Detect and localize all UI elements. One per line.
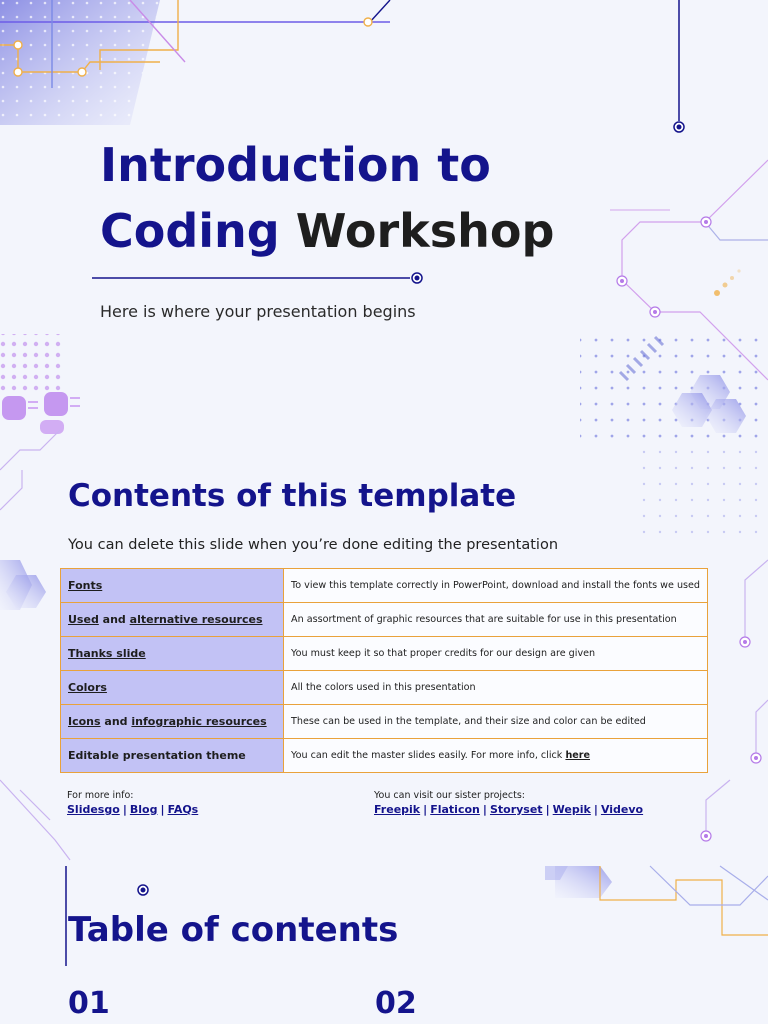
faqs-link[interactable]: FAQs [167, 803, 199, 816]
presentation-subtitle: Here is where your presentation begins [100, 302, 416, 321]
table-row [61, 671, 708, 705]
more-info-block [67, 790, 198, 816]
used-link[interactable]: Used [68, 613, 99, 626]
here-link[interactable]: here [565, 750, 591, 761]
thanks-slide-link[interactable]: Thanks slide [68, 647, 146, 660]
bottom-right-hexagons [545, 866, 612, 898]
table-row [61, 739, 708, 773]
title-line-1: Introduction to [100, 138, 491, 192]
separator: | [482, 803, 487, 816]
videvo-link[interactable]: Videvo [600, 803, 644, 816]
sister-projects-block [374, 790, 643, 816]
flaticon-link[interactable]: Flaticon [430, 803, 480, 816]
title-divider-line [92, 273, 422, 283]
contents-heading: Contents of this template [68, 478, 517, 514]
row-key-cell [61, 637, 284, 671]
row-value-cell: You must keep it so that proper credits for our design are given [284, 637, 708, 671]
toc-item-number-01: 01 [68, 986, 110, 1021]
row-key-cell: Editable presentation theme [61, 739, 284, 773]
right-dot-grid-faint [640, 440, 768, 540]
row-value-cell: An assortment of graphic resources that are suitable for use in this presentation [284, 603, 708, 637]
toc-item-number-02: 02 [375, 986, 417, 1021]
sister-projects-label: You can visit our sister projects: [374, 790, 525, 801]
colors-link[interactable]: Colors [68, 681, 107, 694]
row-key-cell [61, 569, 284, 603]
icons-link[interactable]: Icons [68, 715, 101, 728]
wepik-link[interactable]: Wepik [552, 803, 591, 816]
right-lower-circuit [701, 560, 768, 841]
top-right-connector [674, 0, 684, 132]
freepik-link[interactable]: Freepik [374, 803, 421, 816]
row-value-text: You can edit the master slides easily. For more info, click [291, 750, 563, 761]
table-row [61, 603, 708, 637]
row-value-cell [284, 739, 708, 773]
row-key-cell [61, 603, 284, 637]
separator: | [160, 803, 165, 816]
row-value-cell: To view this template correctly in PowerPoint, download and install the fonts we used [284, 569, 708, 603]
and-text: and [104, 715, 128, 728]
contents-table [60, 568, 708, 773]
left-hexagon-cluster [0, 560, 46, 610]
row-value-cell: All the colors used in this presentation [284, 671, 708, 705]
infographic-resources-link[interactable]: infographic resources [131, 715, 267, 728]
title-word-coding: Coding [100, 204, 280, 258]
left-purple-dot-grid [0, 334, 62, 392]
alternative-resources-link[interactable]: alternative resources [129, 613, 263, 626]
fonts-link[interactable]: Fonts [68, 579, 103, 592]
bottom-right-circuit [600, 866, 768, 935]
row-key-cell [61, 671, 284, 705]
table-row [61, 569, 708, 603]
separator: | [122, 803, 127, 816]
presentation-title [100, 132, 554, 264]
separator: | [545, 803, 550, 816]
storyset-link[interactable]: Storyset [489, 803, 543, 816]
orange-dot-trail [714, 269, 741, 296]
table-row [61, 705, 708, 739]
more-info-label: For more info: [67, 790, 134, 801]
row-value-cell: These can be used in the template, and their size and color can be edited [284, 705, 708, 739]
row-key-cell [61, 705, 284, 739]
and-text: and [102, 613, 126, 626]
left-rounded-squares [2, 392, 80, 434]
title-word-workshop: Workshop [295, 204, 555, 258]
separator: | [423, 803, 428, 816]
blog-link[interactable]: Blog [129, 803, 158, 816]
separator: | [593, 803, 598, 816]
slidesgo-link[interactable]: Slidesgo [67, 803, 120, 816]
table-row [61, 637, 708, 671]
contents-note: You can delete this slide when you’re done editing the presentation [68, 537, 559, 553]
toc-heading: Table of contents [68, 910, 399, 950]
